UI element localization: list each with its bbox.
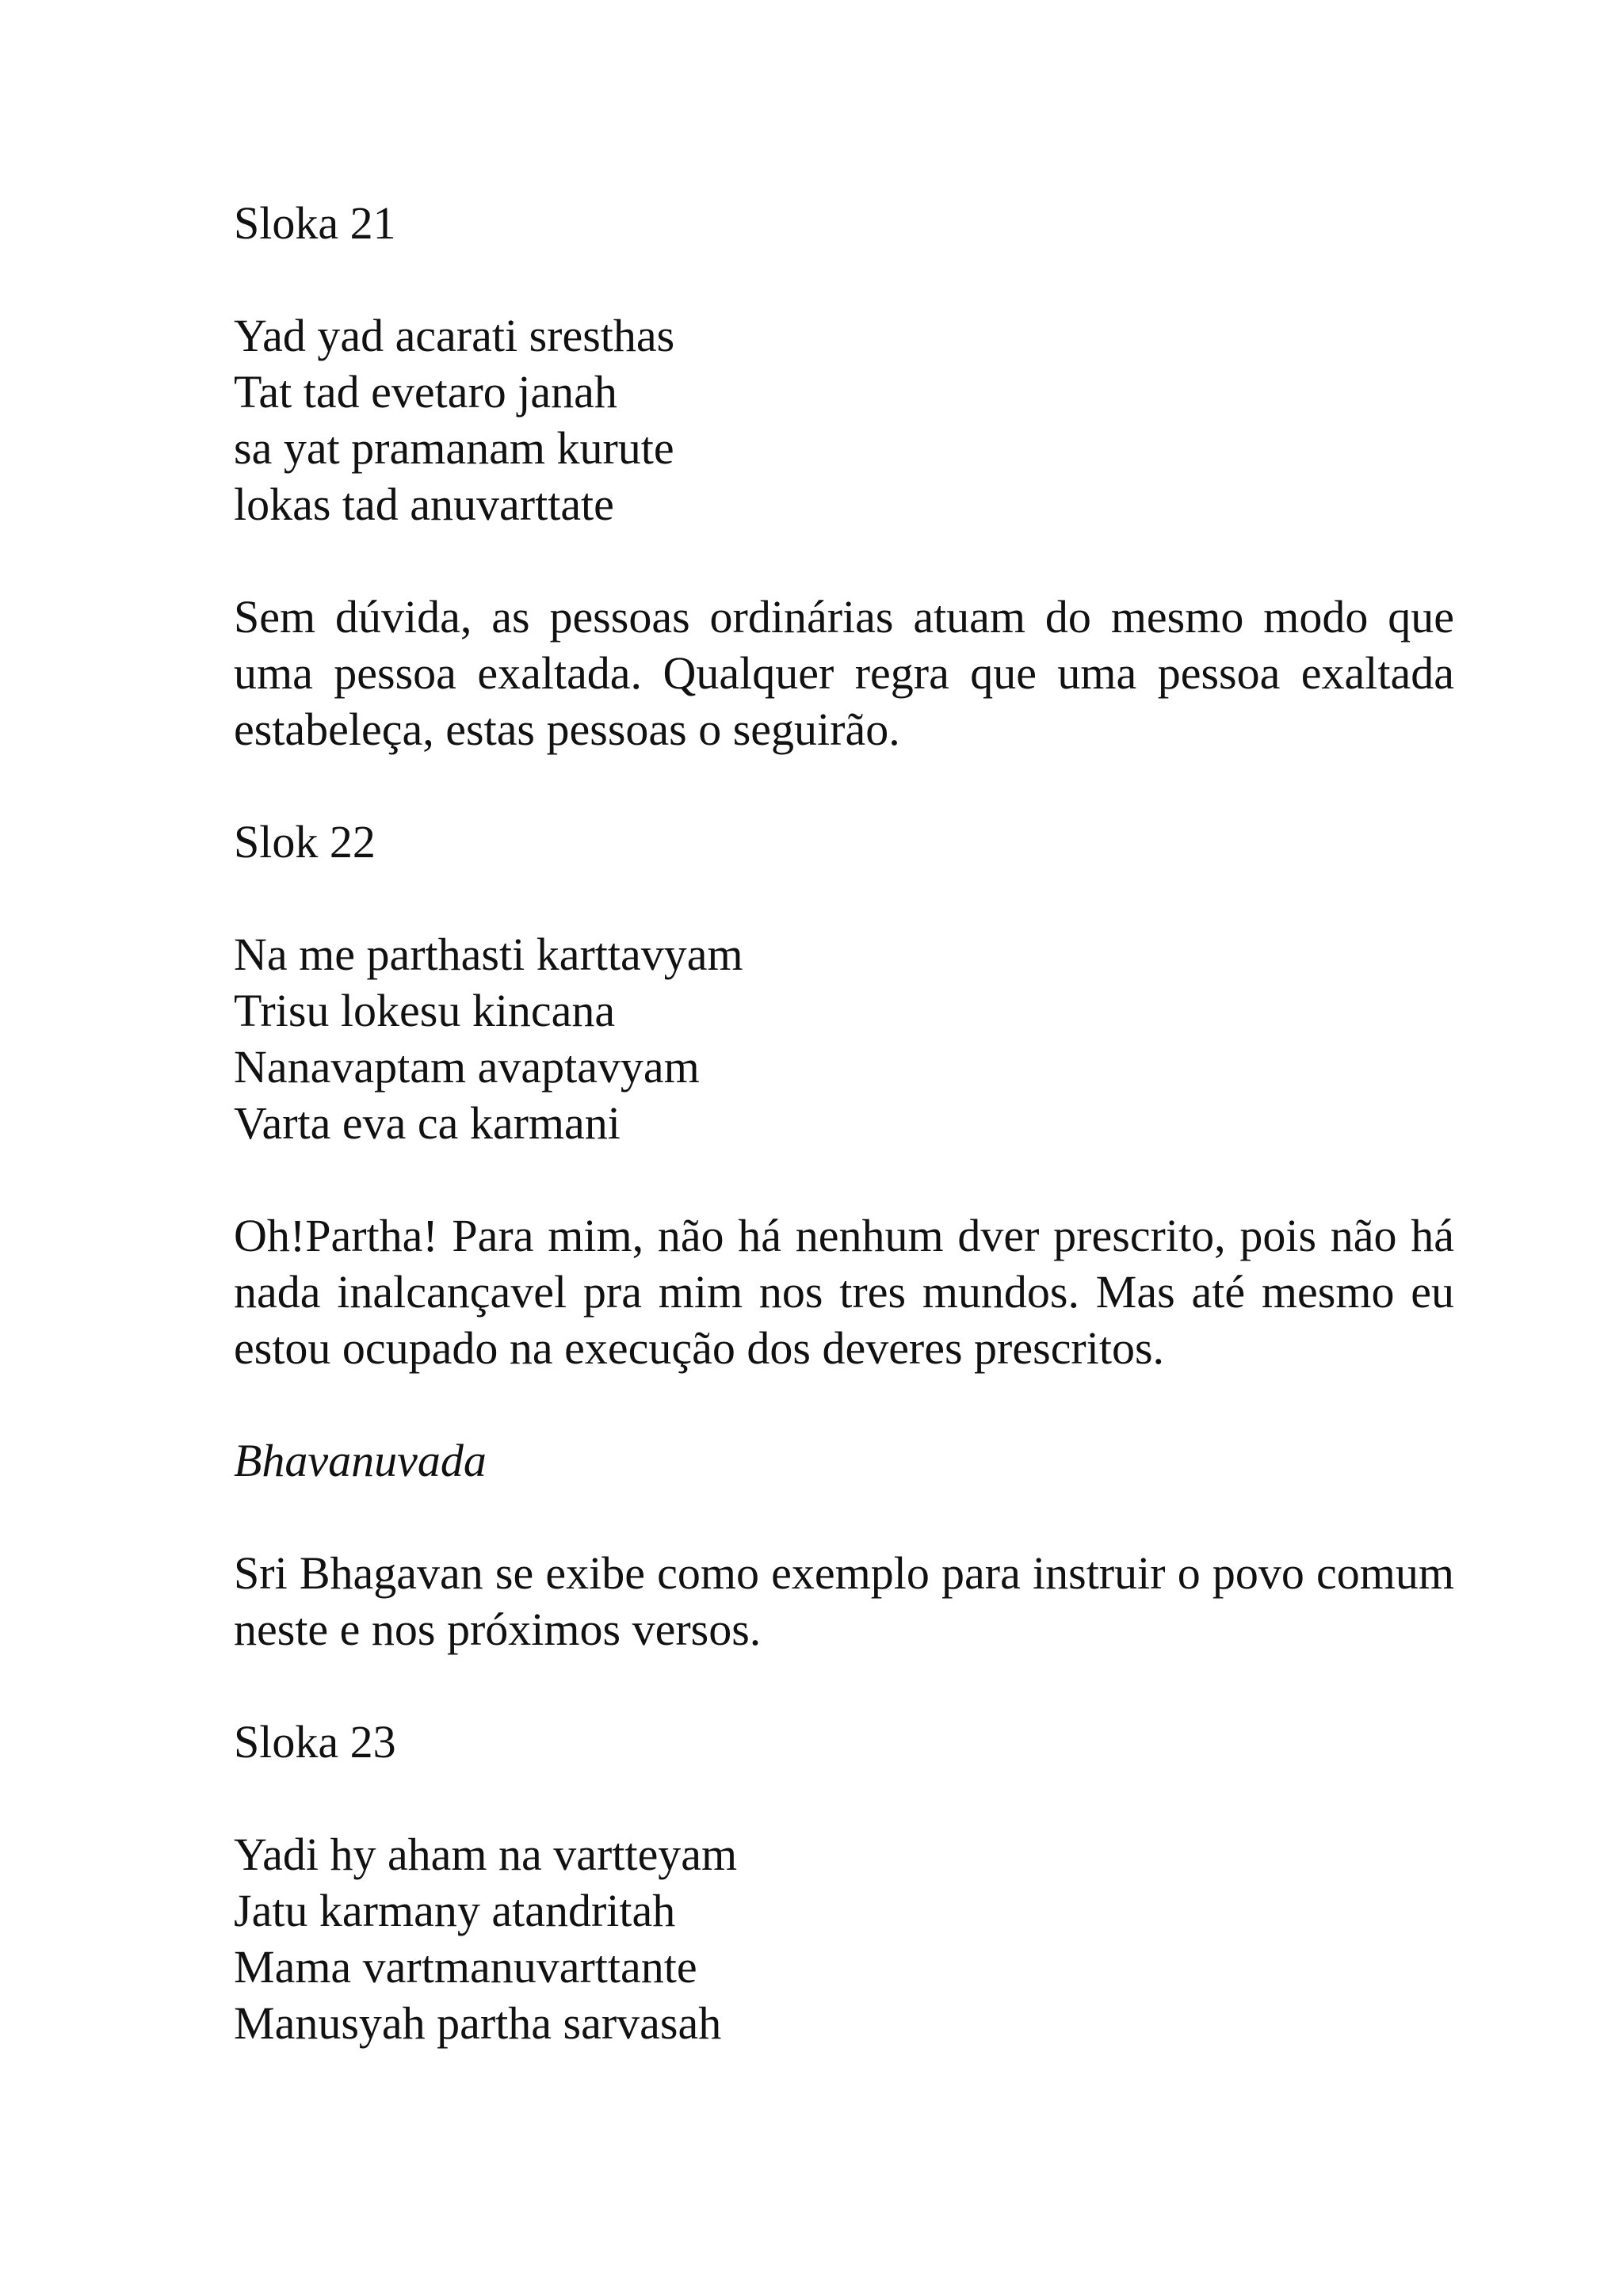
verse-line: Trisu lokesu kincana [234, 985, 616, 1036]
verse-line: Jatu karmany atandritah [234, 1885, 676, 1936]
verse-line: Nanavaptam avaptavyam [234, 1041, 700, 1093]
verse-line: Mama vartmanuvarttante [234, 1941, 697, 1993]
verse-line: Na me parthasti karttavyam [234, 929, 743, 980]
sloka-22-translation: Oh!Partha! Para mim, não há nenhum dver prescrito, pois não há nada inalcançavel pra mim nos tres mundos. Mas até mesmo eu estou ocupado na execução dos deveres prescritos. [234, 1210, 1454, 1374]
sloka-21-translation: Sem dúvida, as pessoas ordinárias atuam do mesmo modo que uma pessoa exaltada. Qualquer regra que uma pessoa exaltada estabeleça, estas pessoas o seguirão. [234, 591, 1454, 755]
commentary-heading: Bhavanuvada [234, 1435, 487, 1486]
verse-line: Manusyah partha sarvasah [234, 1997, 722, 2049]
verse-line: sa yat pramanam kurute [234, 422, 674, 474]
commentary-paragraph: Sri Bhagavan se exibe como exemplo para instruir o povo comum neste e nos próximos versos. [234, 1547, 1454, 1655]
document-page [234, 195, 1454, 2107]
sloka-23-heading: Sloka 23 [234, 1716, 396, 1768]
verse-line: Yad yad acarati sresthas [234, 310, 675, 361]
sloka-22-heading: Slok 22 [234, 816, 376, 868]
sloka-21-verse [234, 307, 1454, 532]
sloka-22-verse [234, 926, 1454, 1151]
sloka-21-heading: Sloka 21 [234, 197, 396, 249]
verse-line: Varta eva ca karmani [234, 1097, 621, 1149]
verse-line: lokas tad anuvarttate [234, 479, 614, 530]
verse-line: Yadi hy aham na vartteyam [234, 1829, 738, 1880]
verse-line: Tat tad evetaro janah [234, 366, 617, 418]
sloka-23-verse [234, 1826, 1454, 2051]
